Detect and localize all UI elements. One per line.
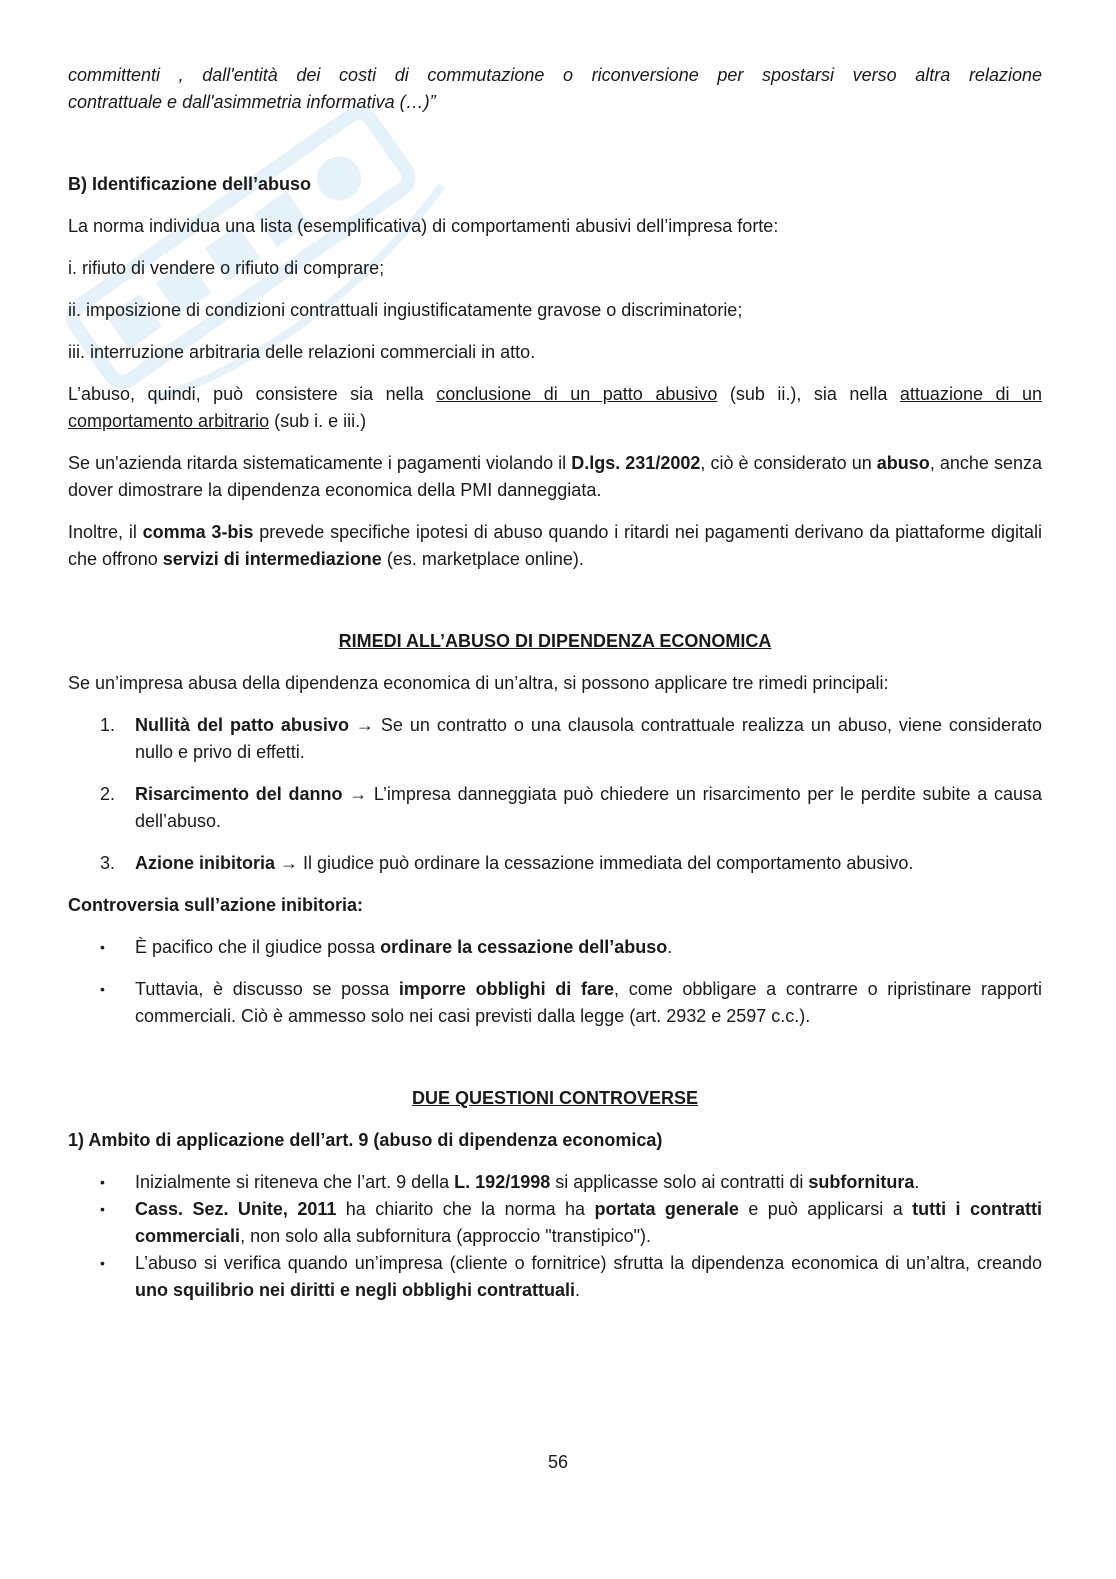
- remedies-list: [68, 712, 1042, 877]
- intro-line-2: contrattuale e dall'asimmetria informativa (…)”: [68, 92, 436, 112]
- c1-pre: È pacifico che il giudice possa: [135, 937, 381, 957]
- delay-mid: , ciò è considerato un: [700, 453, 877, 473]
- c2-bold: imporre obblighi di fare: [398, 979, 614, 999]
- q3-pre: L’abuso si verifica quando un’impresa (cliente o fornitrice) sfrutta la dipendenza economica di un’altra, creando: [135, 1253, 1042, 1273]
- bullet-icon: •: [100, 1201, 105, 1217]
- controversy-item: [68, 934, 1042, 961]
- section-b-title: B) Identificazione dell’abuso: [68, 174, 312, 194]
- remedy-number: 1.: [100, 715, 116, 735]
- question-item: [68, 1250, 1042, 1304]
- questions-list: [68, 1169, 1042, 1304]
- intro-line-1: committenti , dall'entità dei costi di commutazione o riconversione per spostarsi verso altra relazione: [68, 65, 1042, 85]
- q2-bold3: tutti i contratti commerciali: [135, 1199, 1042, 1246]
- q3-post: .: [575, 1280, 581, 1300]
- c1-bold: ordinare la cessazione dell’abuso: [380, 937, 668, 957]
- q1-bold2: subfornitura: [808, 1172, 915, 1192]
- delay-paragraph: [68, 450, 1042, 504]
- abuse-item-2: ii. imposizione di condizioni contrattuali ingiustificatamente gravose o discriminatorie;: [68, 300, 743, 320]
- q2-bold2: portata generale: [594, 1199, 739, 1219]
- c2-post: , come obbligare a contrarre o ripristinare rapporti commerciali. Ciò è ammesso solo nei casi previsti dalla legge (art. 2932 e 2597 c.c.).: [135, 979, 1043, 1026]
- q2-mid1: ha chiarito che la norma ha: [336, 1199, 595, 1219]
- questions-subtitle: 1) Ambito di applicazione dell’art. 9 (abuso di dipendenza economica): [68, 1130, 663, 1150]
- controversy-item: [68, 976, 1042, 1030]
- q1-bold1: L. 192/1998: [454, 1172, 551, 1192]
- abuse-paragraph: [68, 381, 1042, 435]
- section-b-lead: La norma individua una lista (esemplificativa) di comportamenti abusivi dell’impresa forte:: [68, 216, 779, 236]
- document-page: [68, 62, 1042, 1304]
- comma-3bis: comma 3-bis: [142, 522, 254, 542]
- question-item: [68, 1196, 1042, 1250]
- abuse-pre: L’abuso, quindi, può consistere sia nella: [68, 384, 437, 404]
- delay-post: , anche senza dover dimostrare la dipendenza economica della PMI danneggiata.: [68, 453, 1043, 500]
- comma-pre: Inoltre, il: [68, 522, 143, 542]
- remedy-item: [68, 781, 1042, 835]
- abuse-mid: (sub ii.), sia nella: [717, 384, 900, 404]
- bullet-icon: •: [100, 939, 105, 955]
- abuse-item-3: iii. interruzione arbitraria delle relazioni commerciali in atto.: [68, 342, 536, 362]
- q2-mid2: e può applicarsi a: [738, 1199, 913, 1219]
- bullet-icon: •: [100, 981, 105, 997]
- page-number: 56: [547, 1452, 569, 1472]
- remedy-text: → L’impresa danneggiata può chiedere un risarcimento per le perdite subite a causa dell’abuso.: [135, 784, 1042, 831]
- remedy-bold: Nullità del patto abusivo: [135, 715, 349, 735]
- remedies-lead: Se un’impresa abusa della dipendenza economica di un’altra, si possono applicare tre rimedi principali:: [68, 673, 889, 693]
- abuse-link-comportamento: attuazione di un comportamento arbitrario: [68, 384, 1042, 431]
- question-item: [68, 1169, 1042, 1196]
- remedies-title: RIMEDI ALL’ABUSO DI DIPENDENZA ECONOMICA: [338, 631, 772, 651]
- c1-post: .: [667, 937, 673, 957]
- remedy-bold: Risarcimento del danno: [135, 784, 343, 804]
- comma-servizi: servizi di intermediazione: [162, 549, 382, 569]
- remedy-item: [68, 712, 1042, 766]
- remedy-item: [68, 850, 1042, 877]
- abuse-link-patto: conclusione di un patto abusivo: [436, 384, 718, 404]
- delay-law: D.lgs. 231/2002: [571, 453, 701, 473]
- q1-post: .: [914, 1172, 920, 1192]
- q3-bold: uno squilibrio nei diritti e negli obblighi contrattuali: [135, 1280, 575, 1300]
- remedy-number: 3.: [100, 853, 116, 873]
- questions-title: DUE QUESTIONI CONTROVERSE: [411, 1088, 699, 1108]
- c2-pre: Tuttavia, è discusso se possa: [135, 979, 399, 999]
- q1-pre: Inizialmente si riteneva che l’art. 9 della: [135, 1172, 455, 1192]
- comma-mid: prevede specifiche ipotesi di abuso quando i ritardi nei pagamenti derivano da piattaforme digitali che offrono: [68, 522, 1042, 569]
- remedy-number: 2.: [100, 784, 116, 804]
- comma-paragraph: [68, 519, 1042, 573]
- controversy-title: Controversia sull’azione inibitoria:: [68, 895, 364, 915]
- controversy-list: [68, 934, 1042, 1030]
- q2-bold1: Cass. Sez. Unite, 2011: [135, 1199, 337, 1219]
- bullet-icon: •: [100, 1255, 105, 1271]
- abuse-post: (sub i. e iii.): [269, 411, 367, 431]
- q1-mid: si applicasse solo ai contratti di: [550, 1172, 809, 1192]
- q2-post: , non solo alla subfornitura (approccio "transtipico").: [240, 1226, 652, 1246]
- remedy-text: → Se un contratto o una clausola contrattuale realizza un abuso, viene considerato nullo e privo di effetti.: [135, 715, 1042, 762]
- delay-abuso: abuso: [876, 453, 930, 473]
- bullet-icon: •: [100, 1174, 105, 1190]
- comma-post: (es. marketplace online).: [381, 549, 584, 569]
- abuse-item-1: i. rifiuto di vendere o rifiuto di comprare;: [68, 258, 385, 278]
- remedy-text: → Il giudice può ordinare la cessazione immediata del comportamento abusivo.: [275, 853, 914, 873]
- delay-pre: Se un'azienda ritarda sistematicamente i pagamenti violando il: [68, 453, 572, 473]
- remedy-bold: Azione inibitoria: [135, 853, 276, 873]
